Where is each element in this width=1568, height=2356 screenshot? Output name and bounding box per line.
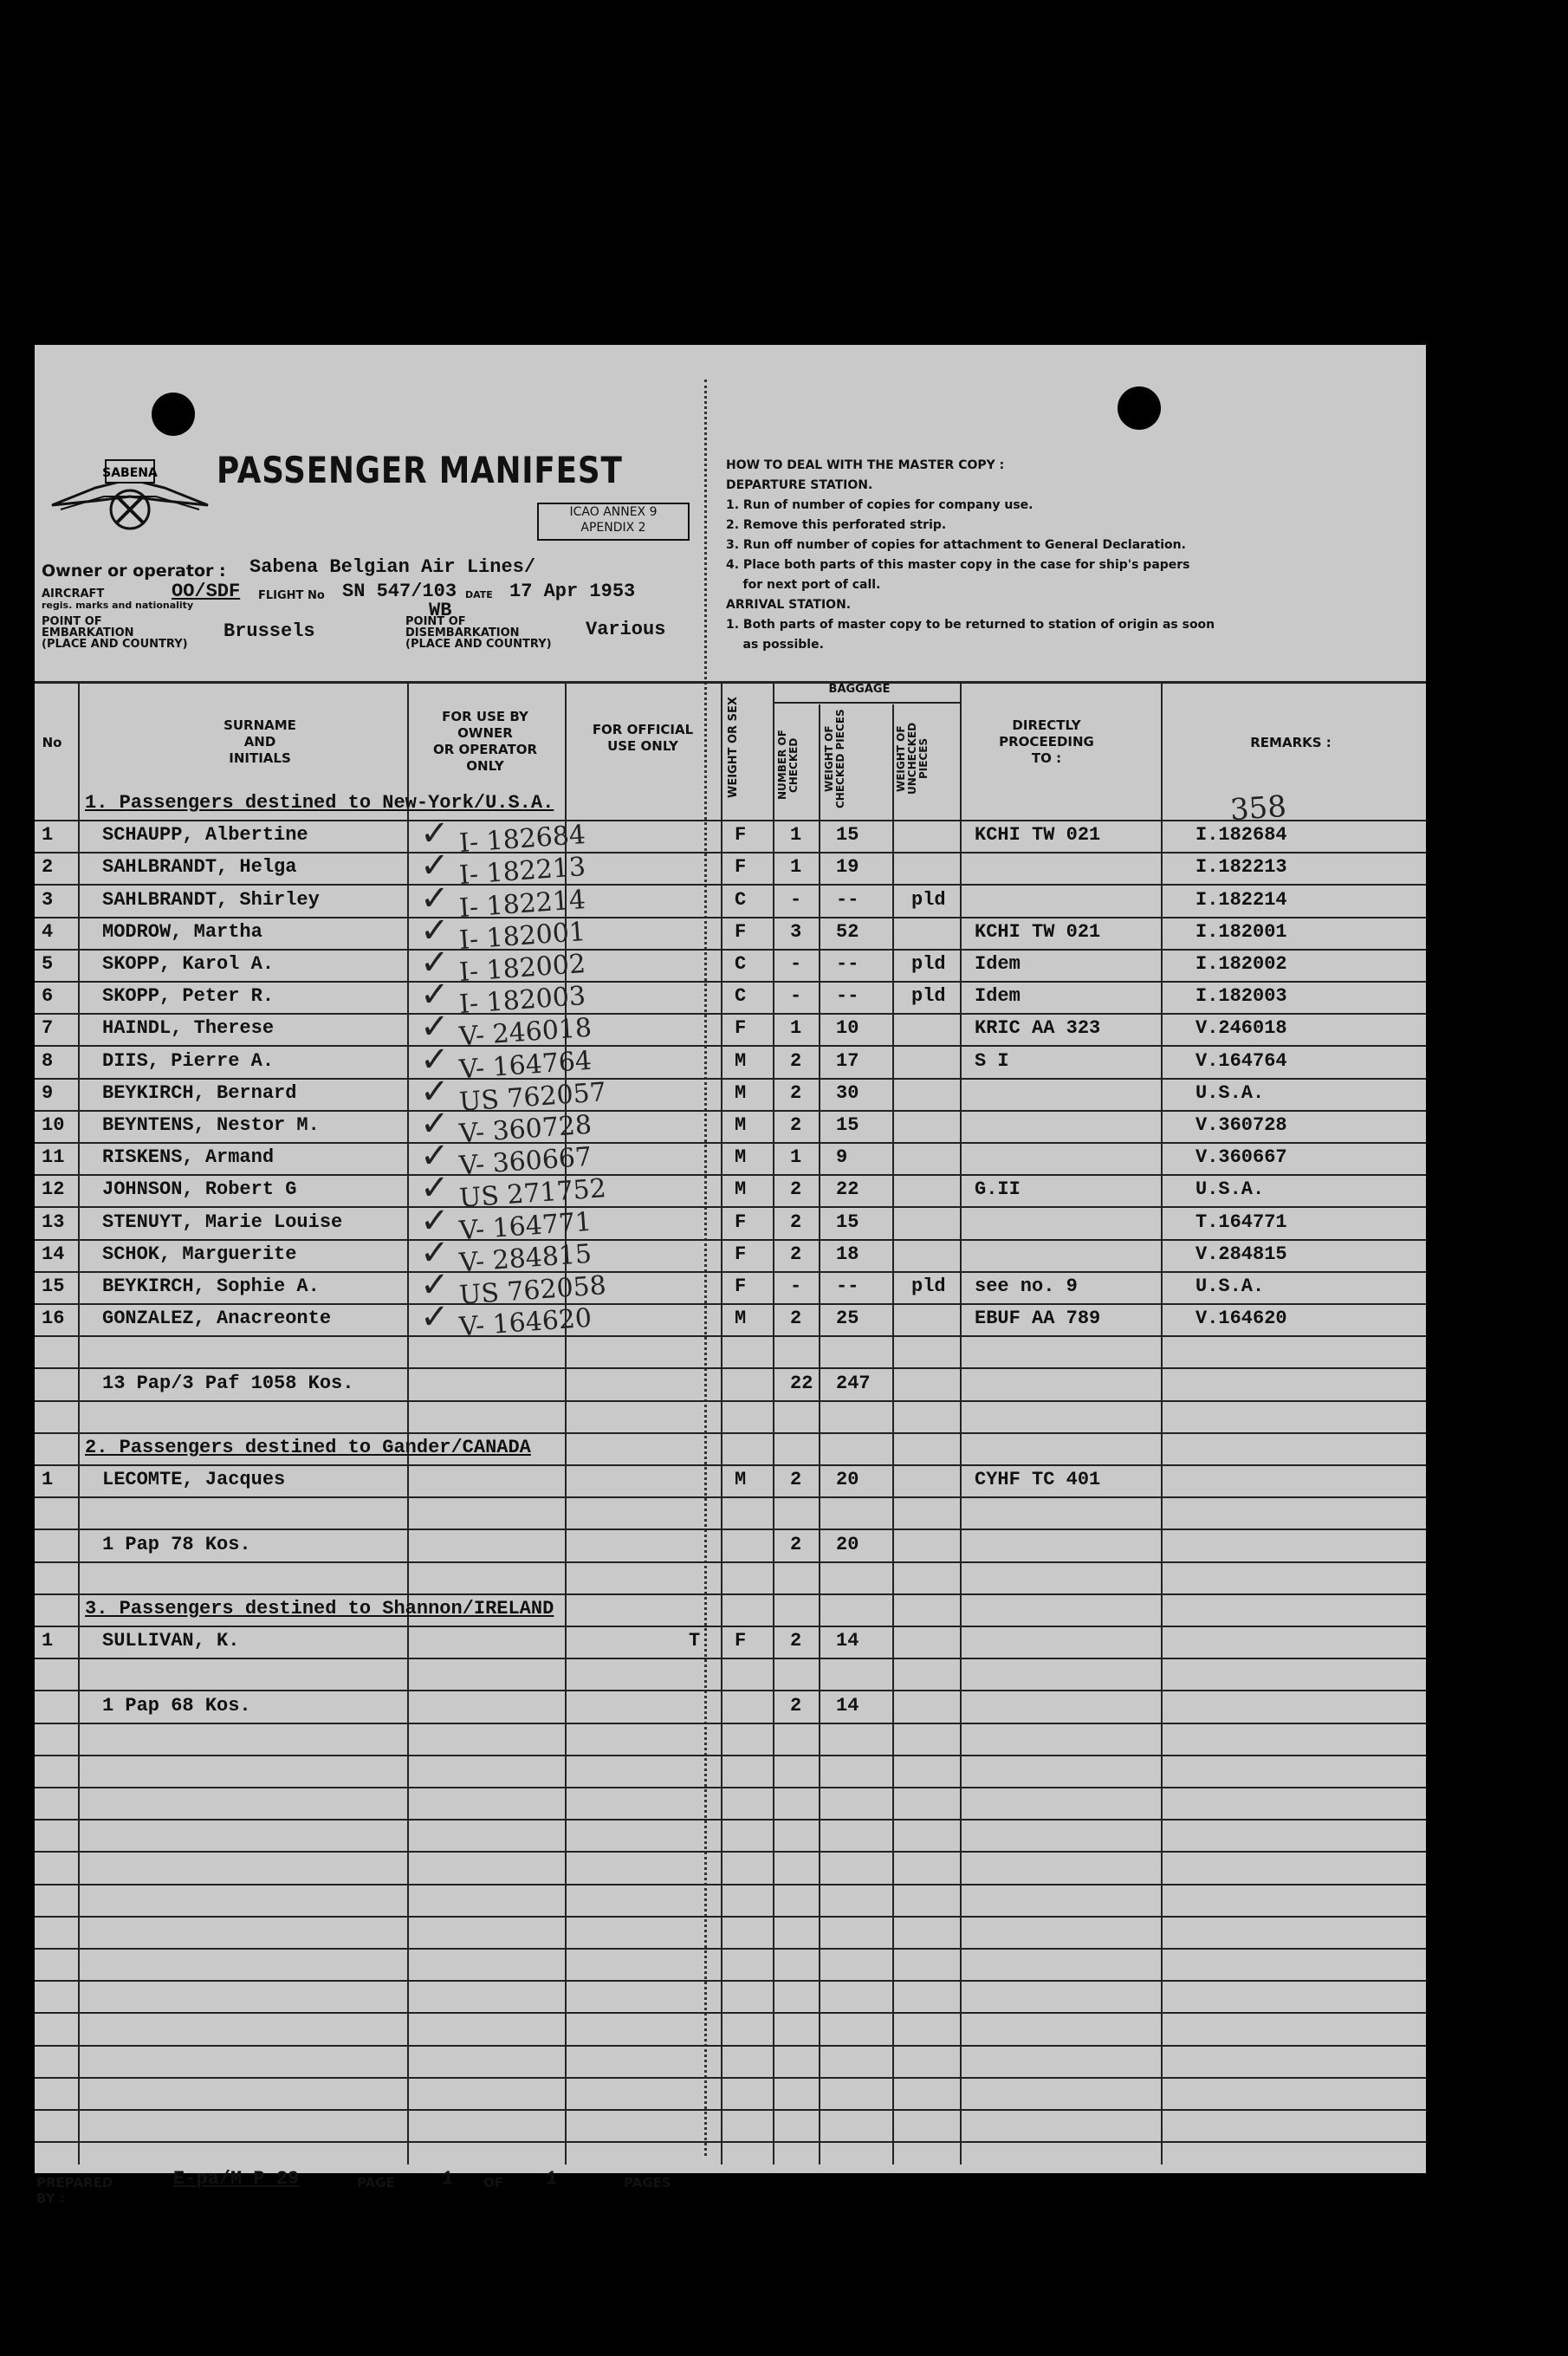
remarks: V.284815: [1195, 1243, 1287, 1265]
bag-weight: --: [836, 1275, 859, 1297]
check-mark-icon: ✓: [420, 943, 450, 983]
col-proceeding-header-line: DIRECTLY: [1012, 717, 1081, 733]
bag-weight: 52: [836, 920, 859, 943]
bag-weight: --: [836, 985, 859, 1008]
handwritten-visa-number: I- 182684: [457, 820, 587, 860]
handwritten-visa-number: I- 182003: [457, 981, 587, 1021]
bag-count: 2: [790, 1243, 802, 1265]
bag-weight: 15: [836, 824, 859, 847]
check-mark-icon: ✓: [420, 910, 450, 951]
bag-weight: 18: [836, 1243, 859, 1265]
section-heading: 2. Passengers destined to Gander/CANADA: [85, 1437, 531, 1458]
disembark-label-1: POINT OF: [405, 615, 466, 628]
table-row: [35, 814, 1426, 860]
unchecked-note: pld: [911, 985, 946, 1008]
row-number: 10: [42, 1114, 65, 1136]
col-owner-use-header-line: FOR USE BY: [442, 709, 528, 724]
bag-weight: --: [836, 888, 859, 911]
date-label: DATE: [465, 589, 493, 600]
pages-label: PAGES: [624, 2175, 671, 2190]
table-row-line: [35, 2109, 1426, 2111]
passenger-sex: M: [735, 1146, 747, 1169]
proceeding-to: G.II: [975, 1178, 1020, 1201]
handwritten-visa-number: US 271752: [457, 1173, 607, 1215]
check-mark-icon: ✓: [420, 1232, 450, 1273]
passenger-sex: F: [735, 1275, 747, 1297]
row-number: 1: [42, 824, 54, 847]
passenger-name: SAHLBRANDT, Helga: [102, 856, 297, 879]
punch-hole-left: [152, 393, 195, 436]
table-row: [35, 1336, 1426, 1368]
check-mark-icon: ✓: [420, 1200, 450, 1241]
remarks: I.182002: [1195, 953, 1287, 975]
row-number: 15: [42, 1275, 65, 1297]
total-bag-count: 2: [790, 1533, 802, 1555]
table-row: [35, 910, 1426, 956]
passenger-sex: C: [735, 888, 747, 911]
remarks: T.164771: [1195, 1210, 1287, 1233]
passenger-name: SAHLBRANDT, Shirley: [102, 888, 320, 911]
section-total: 13 Pap/3 Paf 1058 Kos.: [102, 1372, 354, 1394]
section-total: 1 Pap 68 Kos.: [102, 1694, 251, 1717]
bag-count: 3: [790, 920, 802, 943]
check-mark-icon: ✓: [420, 1136, 450, 1177]
passenger-name: SCHOK, Marguerite: [102, 1243, 297, 1265]
remarks: U.S.A.: [1195, 1275, 1265, 1297]
proceeding-to: KCHI TW 021: [975, 920, 1101, 943]
bag-weight: 9: [836, 1146, 848, 1169]
bag-weight: 14: [836, 1630, 859, 1652]
section-total: 1 Pap 78 Kos.: [102, 1533, 251, 1555]
table-row: [35, 1626, 1426, 1658]
annex-line2: APENDIX 2: [580, 521, 646, 535]
check-mark-icon: ✓: [420, 1039, 450, 1080]
table-row: [35, 1136, 1426, 1182]
embark-label-3: (PLACE AND COUNTRY): [42, 638, 188, 651]
table-row-line: [35, 1819, 1426, 1821]
col-proceeding-header-line: PROCEEDING: [999, 734, 1094, 750]
instruction-line: 4. Place both parts of this master copy in the case for ship's papers: [726, 558, 1190, 572]
bag-weight: 25: [836, 1308, 859, 1330]
table-row-line: [35, 1787, 1426, 1788]
row-number: 7: [42, 1017, 54, 1040]
row-number: 6: [42, 985, 54, 1008]
row-number: 9: [42, 1081, 54, 1104]
passenger-name: SCHAUPP, Albertine: [102, 824, 308, 847]
row-number: 8: [42, 1049, 54, 1072]
bag-count: -: [790, 1275, 802, 1297]
passenger-name: JOHNSON, Robert G: [102, 1178, 297, 1201]
handwritten-visa-number: I- 182214: [457, 884, 587, 924]
total-bag-count: 2: [790, 1694, 802, 1717]
proceeding-to: Idem: [975, 985, 1020, 1008]
row-number: 16: [42, 1308, 65, 1330]
remarks: U.S.A.: [1195, 1178, 1265, 1201]
passenger-sex: F: [735, 1243, 747, 1265]
remarks: I.182684: [1195, 824, 1287, 847]
row-number: 11: [42, 1146, 65, 1169]
check-mark-icon: ✓: [420, 1297, 450, 1338]
col-surname-header-line: INITIALS: [229, 750, 291, 766]
flight-label: FLIGHT No: [258, 589, 325, 602]
aircraft-value: OO/SDF: [172, 581, 241, 602]
check-mark-icon: ✓: [420, 846, 450, 886]
passenger-sex: F: [735, 824, 747, 847]
passenger-name: SKOPP, Peter R.: [102, 985, 275, 1008]
table-row: [35, 1007, 1426, 1053]
bag-count: 1: [790, 856, 802, 879]
col-surname-header: [78, 717, 442, 767]
handwritten-visa-number: V- 164620: [457, 1302, 593, 1343]
remarks: U.S.A.: [1195, 1081, 1265, 1104]
disembark-label-2: DISEMBARKATION: [405, 626, 520, 639]
bag-weight: 19: [836, 856, 859, 879]
instruction-line: for next port of call.: [726, 578, 881, 592]
passenger-name: HAINDL, Therese: [102, 1017, 275, 1040]
passenger-sex: F: [735, 1210, 747, 1233]
page-value: 1: [442, 2168, 454, 2190]
passenger-name: SKOPP, Karol A.: [102, 953, 275, 975]
prepared-by-label: PREPARED BY :: [36, 2175, 113, 2206]
row-number: 5: [42, 953, 54, 975]
col-official-use-header-line: FOR OFFICIAL: [592, 722, 694, 737]
row-number: 14: [42, 1243, 65, 1265]
bag-weight: 17: [836, 1049, 859, 1072]
row-number: 4: [42, 920, 54, 943]
table-top-border: [35, 681, 1426, 684]
punch-hole-right: [1118, 386, 1161, 430]
owner-label: Owner or operator :: [42, 561, 226, 581]
remarks: I.182214: [1195, 888, 1287, 911]
bag-weight: 22: [836, 1178, 859, 1201]
proceeding-to: see no. 9: [975, 1275, 1078, 1297]
handwritten-visa-number: V- 246018: [457, 1013, 593, 1053]
table-row: [35, 1401, 1426, 1433]
remarks: V.164764: [1195, 1049, 1287, 1072]
remarks: I.182213: [1195, 856, 1287, 879]
passenger-sex: F: [735, 1630, 747, 1652]
table-row-line: [35, 1755, 1426, 1756]
table-row-line: [35, 1980, 1426, 1982]
t-mark: T: [689, 1630, 701, 1652]
handwritten-visa-number: V- 360667: [457, 1141, 593, 1182]
check-mark-icon: ✓: [420, 1007, 450, 1048]
check-mark-icon: ✓: [420, 1104, 450, 1144]
handwritten-visa-number: I- 182002: [457, 948, 587, 989]
check-mark-icon: ✓: [420, 814, 450, 854]
check-mark-icon: ✓: [420, 878, 450, 918]
proceeding-to: KCHI TW 021: [975, 824, 1101, 847]
table-row-line: [35, 1916, 1426, 1918]
table-row: [35, 1200, 1426, 1246]
embark-label-2: EMBARKATION: [42, 626, 134, 639]
bag-count: 2: [790, 1081, 802, 1104]
table-row: [35, 1168, 1426, 1215]
proceeding-to: EBUF AA 789: [975, 1308, 1101, 1330]
row-number: 1: [42, 1469, 54, 1491]
table-row-line: [35, 1948, 1426, 1950]
col-owner-use-header-line: OR OPERATOR: [432, 742, 538, 757]
row-number: 13: [42, 1210, 65, 1233]
table-row: [35, 1104, 1426, 1150]
check-mark-icon: ✓: [420, 1071, 450, 1112]
bag-weight: 20: [836, 1469, 859, 1491]
unchecked-note: pld: [911, 1275, 946, 1297]
aircraft-label: AIRCRAFT: [42, 587, 105, 600]
handwritten-visa-number: US 762057: [457, 1076, 607, 1118]
table-row: [35, 1691, 1426, 1723]
total-bag-weight: 20: [836, 1533, 859, 1555]
check-mark-icon: ✓: [420, 1168, 450, 1209]
section-heading: 1. Passengers destined to New-York/U.S.A.: [85, 792, 554, 814]
handwritten-visa-number: I- 182001: [457, 916, 587, 956]
table-row-line: [35, 2141, 1426, 2143]
passenger-sex: M: [735, 1114, 747, 1136]
remarks: V.360728: [1195, 1114, 1287, 1136]
bag-weight: 15: [836, 1210, 859, 1233]
proceeding-to: CYHF TC 401: [975, 1469, 1101, 1491]
annex-box: [537, 503, 690, 541]
bag-weight: 30: [836, 1081, 859, 1104]
table-row: [35, 1497, 1426, 1529]
row-number: 12: [42, 1178, 65, 1201]
disembark-value: Various: [586, 619, 666, 640]
table-row: [35, 975, 1426, 1021]
handwritten-visa-number: V- 164771: [457, 1206, 593, 1246]
table-row-line: [35, 2012, 1426, 2014]
owner-value: Sabena Belgian Air Lines/: [249, 556, 536, 578]
remarks: I.182001: [1195, 920, 1287, 943]
table-row: [35, 1594, 1426, 1626]
page-title: PASSENGER MANIFEST: [217, 449, 623, 491]
table-row: [35, 1039, 1426, 1085]
bag-weight: --: [836, 953, 859, 975]
passenger-sex: M: [735, 1469, 747, 1491]
proceeding-to: Idem: [975, 953, 1020, 975]
table-row-line: [35, 2077, 1426, 2079]
bag-count: -: [790, 888, 802, 911]
check-mark-icon: ✓: [420, 1265, 450, 1305]
baggage-header-line: [773, 702, 960, 704]
col-official-use-header-line: USE ONLY: [607, 738, 678, 754]
proceeding-to: S I: [975, 1049, 1009, 1072]
passenger-name: BEYNTENS, Nestor M.: [102, 1114, 320, 1136]
unchecked-note: pld: [911, 953, 946, 975]
passenger-sex: F: [735, 1017, 747, 1040]
bag-count: 2: [790, 1469, 802, 1491]
total-bag-count: 22: [790, 1372, 813, 1394]
col-owner-use-header: [407, 709, 563, 775]
instruction-line: as possible.: [726, 638, 824, 652]
instruction-line: 3. Run off number of copies for attachment to General Declaration.: [726, 538, 1186, 552]
handwritten-visa-number: V- 360728: [457, 1109, 593, 1150]
table-row: [35, 1369, 1426, 1401]
flight-value: SN 547/103: [342, 581, 457, 602]
instruction-line: ARRIVAL STATION.: [726, 598, 852, 612]
col-weight-sex-header: WEIGHT OR SEX: [727, 697, 740, 799]
table-row: [35, 1265, 1426, 1311]
table-row: [35, 1465, 1426, 1497]
table-row: [35, 789, 1426, 821]
col-owner-use-header-line: OWNER: [457, 725, 513, 741]
bag-count: -: [790, 985, 802, 1008]
passenger-name: LECOMTE, Jacques: [102, 1469, 286, 1491]
table-row-line: [35, 1884, 1426, 1885]
instruction-line: DEPARTURE STATION.: [726, 478, 873, 492]
of-label: OF: [483, 2175, 503, 2190]
bag-count: 1: [790, 1017, 802, 1040]
of-value: 1: [546, 2168, 558, 2190]
date-value: 17 Apr 1953: [509, 581, 636, 602]
passenger-sex: M: [735, 1081, 747, 1104]
handwritten-visa-number: V- 284815: [457, 1238, 593, 1279]
remarks: V.164620: [1195, 1308, 1287, 1330]
passenger-name: MODROW, Martha: [102, 920, 262, 943]
table-row: [35, 1658, 1426, 1691]
col-no-header: No: [42, 735, 62, 750]
table-row: [35, 1232, 1426, 1279]
col-remarks-header: REMARKS :: [1250, 735, 1332, 750]
passenger-sex: C: [735, 953, 747, 975]
instruction-line: 1. Run of number of copies for company use.: [726, 498, 1033, 512]
passenger-sex: M: [735, 1049, 747, 1072]
handwritten-visa-number: I- 182213: [457, 852, 587, 892]
handwritten-page-number: 358: [1228, 789, 1288, 828]
table-row-line: [35, 1851, 1426, 1853]
table-row-line: [35, 2045, 1426, 2047]
col-owner-use-header-line: ONLY: [466, 758, 504, 774]
check-mark-icon: ✓: [420, 975, 450, 1016]
bag-count: 2: [790, 1308, 802, 1330]
embark-label-1: POINT OF: [42, 615, 102, 628]
remarks: I.182003: [1195, 985, 1287, 1008]
col-weight-unchecked-header: WEIGHT OF UNCHECKED PIECES: [895, 722, 930, 795]
flight-sub-value: WB: [429, 600, 452, 621]
col-baggage-header: BAGGAGE: [828, 683, 891, 696]
bag-count: 2: [790, 1114, 802, 1136]
unchecked-note: pld: [911, 888, 946, 911]
bag-count: 1: [790, 824, 802, 847]
table-row: [35, 846, 1426, 892]
col-surname-header-line: AND: [243, 734, 276, 750]
bag-count: 2: [790, 1210, 802, 1233]
handwritten-visa-number: US 762058: [457, 1270, 607, 1311]
table-row: [35, 1297, 1426, 1343]
remarks: V.246018: [1195, 1017, 1287, 1040]
passenger-name: DIIS, Pierre A.: [102, 1049, 275, 1072]
col-official-use-header: [565, 722, 721, 755]
proceeding-to: KRIC AA 323: [975, 1017, 1101, 1040]
passenger-sex: F: [735, 856, 747, 879]
table-row: [35, 1562, 1426, 1594]
annex-line1: ICAO ANNEX 9: [569, 505, 658, 519]
table-row: [35, 1530, 1426, 1562]
handwritten-visa-number: V- 164764: [457, 1045, 593, 1085]
table-row: [35, 1071, 1426, 1118]
passenger-sex: M: [735, 1308, 747, 1330]
bag-weight: 10: [836, 1017, 859, 1040]
passenger-sex: M: [735, 1178, 747, 1201]
col-proceeding-header-line: TO :: [1031, 750, 1062, 766]
prepared-by-value: E-pa/M P 29: [173, 2168, 300, 2190]
bag-weight: 15: [836, 1114, 859, 1136]
total-bag-weight: 247: [836, 1372, 871, 1394]
table-row: [35, 1433, 1426, 1465]
instruction-line: 1. Both parts of master copy to be returned to station of origin as soon: [726, 618, 1215, 632]
col-surname-header-line: SURNAME: [224, 717, 296, 733]
instruction-line: 2. Remove this perforated strip.: [726, 518, 947, 532]
manifest-sheet: [35, 345, 1426, 2206]
section-heading: 3. Passengers destined to Shannon/IRELAND: [85, 1598, 554, 1619]
page-label: PAGE: [357, 2175, 395, 2190]
passenger-sex: C: [735, 985, 747, 1008]
sabena-logo: [43, 453, 217, 548]
passenger-name: BEYKIRCH, Sophie A.: [102, 1275, 320, 1297]
passenger-name: SULLIVAN, K.: [102, 1630, 240, 1652]
passenger-name: RISKENS, Armand: [102, 1146, 275, 1169]
passenger-name: GONZALEZ, Anacreonte: [102, 1308, 332, 1330]
row-number: 3: [42, 888, 54, 911]
bag-count: 2: [790, 1630, 802, 1652]
table-row: [35, 878, 1426, 924]
bag-count: 1: [790, 1146, 802, 1169]
bag-count: -: [790, 953, 802, 975]
remarks: V.360667: [1195, 1146, 1287, 1169]
table-row: [35, 943, 1426, 989]
instruction-line: HOW TO DEAL WITH THE MASTER COPY :: [726, 458, 1005, 472]
instructions: [726, 456, 1419, 655]
logo-brand-text: SABENA: [102, 466, 158, 480]
embark-value: Brussels: [224, 620, 315, 642]
bag-count: 2: [790, 1049, 802, 1072]
row-number: 2: [42, 856, 54, 879]
total-bag-weight: 14: [836, 1694, 859, 1717]
aircraft-sub-label: regis. marks and nationality: [42, 600, 194, 611]
passenger-name: STENUYT, Marie Louise: [102, 1210, 343, 1233]
disembark-label-3: (PLACE AND COUNTRY): [405, 638, 552, 651]
col-proceeding-header: [960, 717, 1133, 767]
col-number-checked-header: NUMBER OF CHECKED: [776, 730, 800, 801]
passenger-name: BEYKIRCH, Bernard: [102, 1081, 297, 1104]
passenger-sex: F: [735, 920, 747, 943]
col-weight-checked-header: WEIGHT OF CHECKED PIECES: [823, 709, 846, 808]
row-number: 1: [42, 1630, 54, 1652]
bag-count: 2: [790, 1178, 802, 1201]
